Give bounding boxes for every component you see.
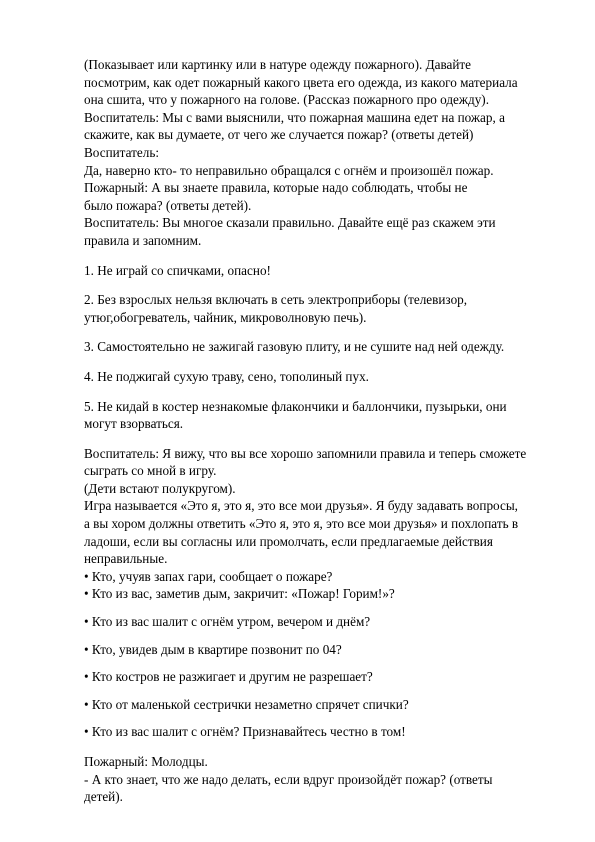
text-line: Воспитатель: Я вижу, что вы все хорошо запомнили правила и теперь сможете: [84, 445, 527, 461]
text-line: (Показывает или картинку или в натуре одежду пожарного). Давайте: [84, 57, 472, 72]
text-line: Игра называется «Это я, это я, это все мои друзья». Я буду задавать вопросы,: [84, 498, 518, 514]
question-item: • Кто костров не разжигает и другим не разрешает?: [84, 669, 373, 685]
rule-line: 2. Без взрослых нельзя включать в сеть электроприборы (телевизор,: [84, 292, 468, 308]
question-item: • Кто из вас, заметив дым, закричит: «Пожар! Горим!»?: [84, 586, 395, 602]
closing-paragraph: [84, 753, 544, 806]
text-line: сыграть со мной в игру.: [84, 463, 217, 479]
text-line: она сшита, что у пожарного на голове. (Рассказ пожарного про одежду).: [84, 92, 489, 108]
rule-2: [84, 291, 544, 326]
rule-4: [84, 368, 544, 386]
question-item: • Кто, учуяв запах гари, сообщает о пожаре?: [84, 568, 333, 584]
question-item: • Кто, увидев дым в квартире позвонит по 04?: [84, 641, 342, 657]
text-line: правила и запомним.: [84, 232, 202, 248]
text-line: Да, наверно кто- то неправильно обращался с огнём и произошёл пожар.: [84, 162, 494, 178]
rule-3: [84, 338, 544, 356]
text-line: а вы хором должны ответить «Это я, это я, это все мои друзья» и похлопать в: [84, 516, 519, 532]
rule-line: 1. Не играй со спичками, опасно!: [84, 262, 271, 278]
text-line: скажите, как вы думаете, от чего же случается пожар? (ответы детей): [84, 127, 474, 143]
text-line: Пожарный: Молодцы.: [84, 754, 208, 769]
text-line: неправильные.: [84, 551, 168, 567]
text-line: Воспитатель: Вы многое сказали правильно. Давайте ещё раз скажем эти: [84, 215, 496, 231]
text-line: детей).: [84, 789, 123, 805]
text-line: ладоши, если вы согласны или промолчать, если предлагаемые действия: [84, 533, 493, 549]
text-line: Воспитатель: Мы с вами выяснили, что пожарная машина едет на пожар, а: [84, 109, 505, 125]
game-paragraph: [84, 445, 544, 603]
intro-paragraph: [84, 56, 544, 250]
rule-line: могут взорваться.: [84, 416, 184, 432]
rule-line: 3. Самостоятельно не зажигай газовую плиту, и не сушите над ней одежду.: [84, 339, 505, 355]
question-item: • Кто из вас шалит с огнём? Признавайтесь честно в том!: [84, 724, 406, 740]
rule-line: 5. Не кидай в костер незнакомые флакончики и баллончики, пузырьки, они: [84, 398, 507, 414]
text-line: было пожара? (ответы детей).: [84, 197, 252, 213]
text-line: Пожарный: А вы знаете правила, которые надо соблюдать, чтобы не: [84, 180, 468, 196]
rule-1: [84, 262, 544, 280]
document-page: [84, 56, 544, 806]
question-item: • Кто из вас шалит с огнём утром, вечером и днём?: [84, 614, 371, 630]
question-item: • Кто от маленькой сестрички незаметно спрячет спички?: [84, 696, 409, 712]
rule-line: утюг,обогреватель, чайник, микроволновую печь).: [84, 309, 367, 325]
text-line: Воспитатель:: [84, 144, 159, 160]
rule-line: 4. Не поджигай сухую траву, сено, тополиный пух.: [84, 368, 369, 384]
rule-5: [84, 398, 544, 433]
text-line: (Дети встают полукругом).: [84, 480, 236, 496]
text-line: - А кто знает, что же надо делать, если вдруг произойдёт пожар? (ответы: [84, 771, 493, 787]
text-line: посмотрим, как одет пожарный какого цвета его одежда, из какого материала: [84, 74, 518, 90]
